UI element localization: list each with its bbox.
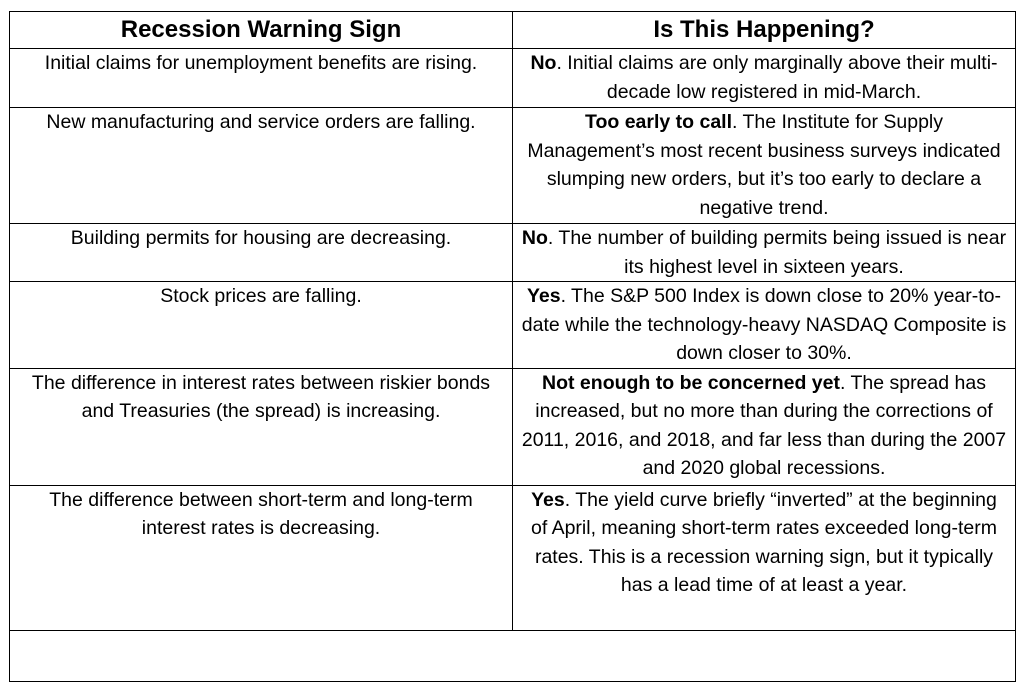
table-row — [10, 368, 1016, 485]
status-cell — [513, 368, 1016, 485]
recession-warning-table — [9, 11, 1016, 682]
table-row — [10, 282, 1016, 369]
table-row — [10, 224, 1016, 282]
header-warning-sign: Recession Warning Sign — [10, 12, 513, 49]
empty-cell — [10, 630, 1016, 681]
header-row — [10, 12, 1016, 49]
verdict-detail: . The Institute for Supply Management’s most recent business surveys indicated slumping new orders, but it’s too early to declare a negative trend. — [527, 111, 1001, 219]
status-cell — [513, 224, 1016, 282]
table-row — [10, 485, 1016, 630]
status-cell — [513, 282, 1016, 369]
verdict-label: Too early to call — [584, 111, 732, 133]
verdict-label: No — [521, 227, 548, 249]
warning-sign-cell: The difference in interest rates between riskier bonds and Treasuries (the spread) is increasing. — [10, 368, 513, 485]
table-row — [10, 108, 1016, 224]
verdict-detail: . The spread has increased, but no more than during the corrections of 2011, 2016, and 2018, and far less than during the 2007 and 2020 global recessions. — [521, 371, 1007, 479]
verdict-label: Yes — [531, 488, 565, 511]
verdict-detail: . The number of building permits being issued is near its highest level in sixteen years. — [547, 227, 1007, 278]
table-row — [10, 49, 1016, 108]
verdict-detail: . The S&P 500 Index is down close to 20% year-to-date while the technology-heavy NASDAQ Composite is down closer to 30%. — [521, 285, 1007, 364]
header-is-this-happening: Is This Happening? — [513, 12, 1016, 49]
status-cell — [513, 49, 1016, 108]
verdict-label: Not enough to be concerned yet — [542, 371, 840, 394]
verdict-label: No — [530, 52, 557, 74]
warning-sign-cell: Initial claims for unemployment benefits are rising. — [10, 49, 513, 108]
empty-table-row — [10, 630, 1016, 681]
warning-sign-cell: Building permits for housing are decreasing. — [10, 224, 513, 282]
verdict-detail: . The yield curve briefly “inverted” at the beginning of April, meaning short-term rates exceeded long-term rates. This is a recession warning sign, but it typically has a lead time of at least a year. — [530, 488, 998, 596]
status-cell — [513, 485, 1016, 630]
verdict-detail: . Initial claims are only marginally above their multi-decade low registered in mid-March. — [556, 52, 998, 103]
warning-sign-cell: The difference between short-term and long-term interest rates is decreasing. — [10, 485, 513, 630]
warning-sign-cell: New manufacturing and service orders are falling. — [10, 108, 513, 224]
warning-sign-cell: Stock prices are falling. — [10, 282, 513, 369]
status-cell — [513, 108, 1016, 224]
verdict-label: Yes — [526, 285, 561, 307]
